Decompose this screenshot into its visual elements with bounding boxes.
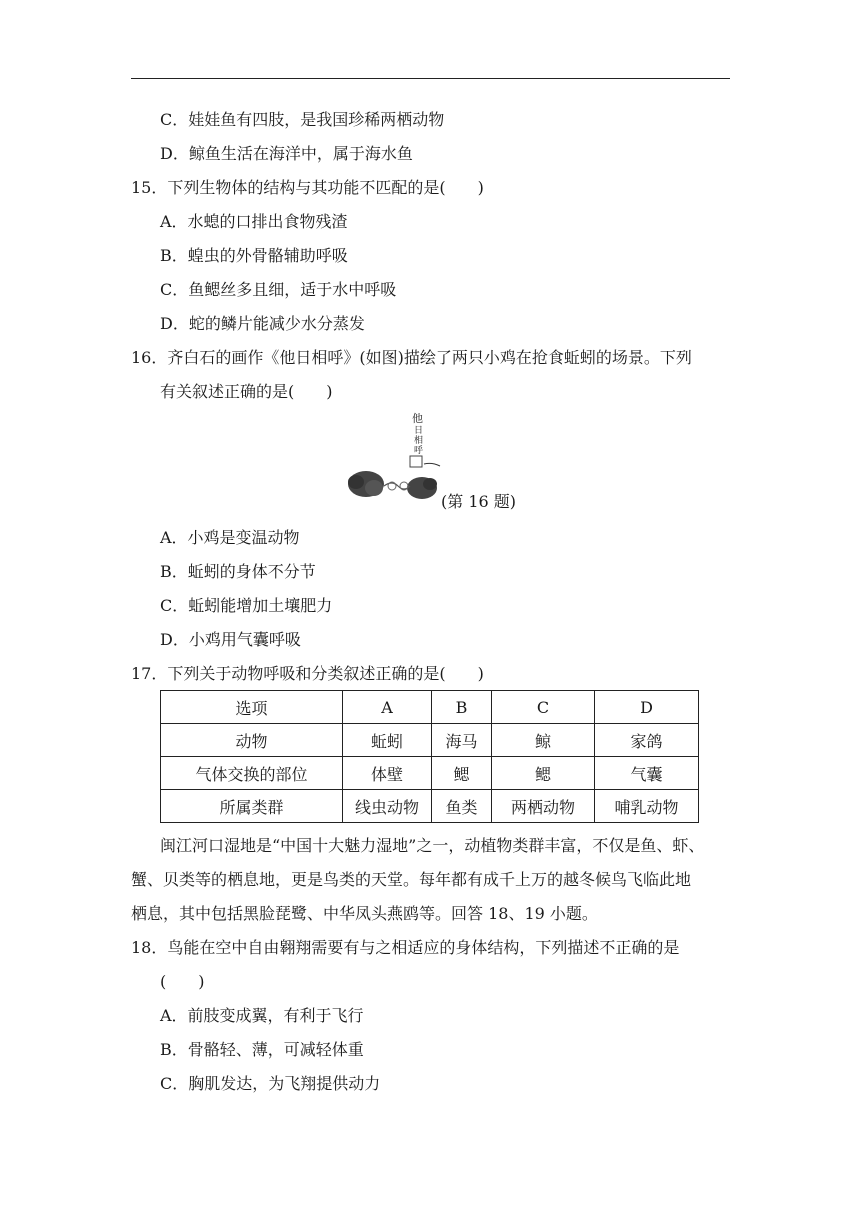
q18-option-b: B．骨骼轻、薄，可减轻体重 [160,1040,364,1059]
q15-option-a: A．水螅的口排出食物残渣 [160,212,348,231]
table-cell: 哺乳动物 [595,790,699,823]
q14-option-d: D．鲸鱼生活在海洋中，属于海水鱼 [160,144,413,163]
table-row [161,691,699,724]
table-cell: D [595,691,699,724]
table-cell: 所属类群 [161,790,343,823]
table-cell: 蚯蚓 [343,724,432,757]
q15-option-b: B．蝗虫的外骨骼辅助呼吸 [160,246,348,265]
table-cell: 鳃 [432,757,492,790]
table-cell: 选项 [161,691,343,724]
table-cell: 动物 [161,724,343,757]
table-cell: 气囊 [595,757,699,790]
svg-text:呼: 呼 [414,446,424,456]
painting-figure [344,412,444,504]
table-cell: C [492,691,595,724]
right-chick [407,477,437,499]
q16-stem-line1: 16．齐白石的画作《他日相呼》(如图)描绘了两只小鸡在抢食蚯蚓的场景。下列 [131,348,692,367]
table-cell: 海马 [432,724,492,757]
q17-stem: 17．下列关于动物呼吸和分类叙述正确的是( ) [131,664,484,683]
table-cell: 气体交换的部位 [161,757,343,790]
table-row [161,757,699,790]
q15-option-c: C．鱼鳃丝多且细，适于水中呼吸 [160,280,397,299]
table-cell: B [432,691,492,724]
q16-option-d: D．小鸡用气囊呼吸 [160,630,301,649]
table-cell: 鲸 [492,724,595,757]
painting-inscription: 他 [412,412,423,425]
table-cell: 线虫动物 [343,790,432,823]
q18-option-a: A．前肢变成翼，有利于飞行 [160,1006,364,1025]
header-rule [131,78,730,79]
table-row [161,724,699,757]
q18-option-c: C．胸肌发达，为飞翔提供动力 [160,1074,381,1093]
passage-line1: 闽江河口湿地是“中国十大魅力湿地”之一，动植物类群丰富，不仅是鱼、虾、 [160,836,705,855]
table-cell: A [343,691,432,724]
q16-option-b: B．蚯蚓的身体不分节 [160,562,316,581]
svg-text:日: 日 [414,426,424,436]
table-cell: 鳃 [492,757,595,790]
q18-stem-line2: ( ) [160,972,205,991]
table-cell: 体壁 [343,757,432,790]
passage-line3: 栖息，其中包括黑脸琵鹭、中华凤头燕鸥等。回答 18、19 小题。 [131,904,598,923]
table-cell: 两栖动物 [492,790,595,823]
q15-stem: 15．下列生物体的结构与其功能不匹配的是( ) [131,178,484,197]
svg-text:相: 相 [414,436,424,446]
table-cell: 鱼类 [432,790,492,823]
table-row [161,790,699,823]
q16-option-c: C．蚯蚓能增加土壤肥力 [160,596,333,615]
figure-caption: (第 16 题) [441,492,517,511]
q14-option-c: C．娃娃鱼有四肢，是我国珍稀两栖动物 [160,110,445,129]
q15-option-d: D．蛇的鳞片能减少水分蒸发 [160,314,365,333]
q16-stem-line2: 有关叙述正确的是( ) [160,382,333,401]
table-cell: 家鸽 [595,724,699,757]
q17-table [160,690,699,823]
passage-line2: 蟹、贝类等的栖息地，更是鸟类的天堂。每年都有成千上万的越冬候鸟飞临此地 [131,870,692,889]
q18-stem-line1: 18．鸟能在空中自由翱翔需要有与之相适应的身体结构，下列描述不正确的是 [131,938,680,957]
left-chick [348,471,384,497]
q16-option-a: A．小鸡是变温动物 [160,528,300,547]
